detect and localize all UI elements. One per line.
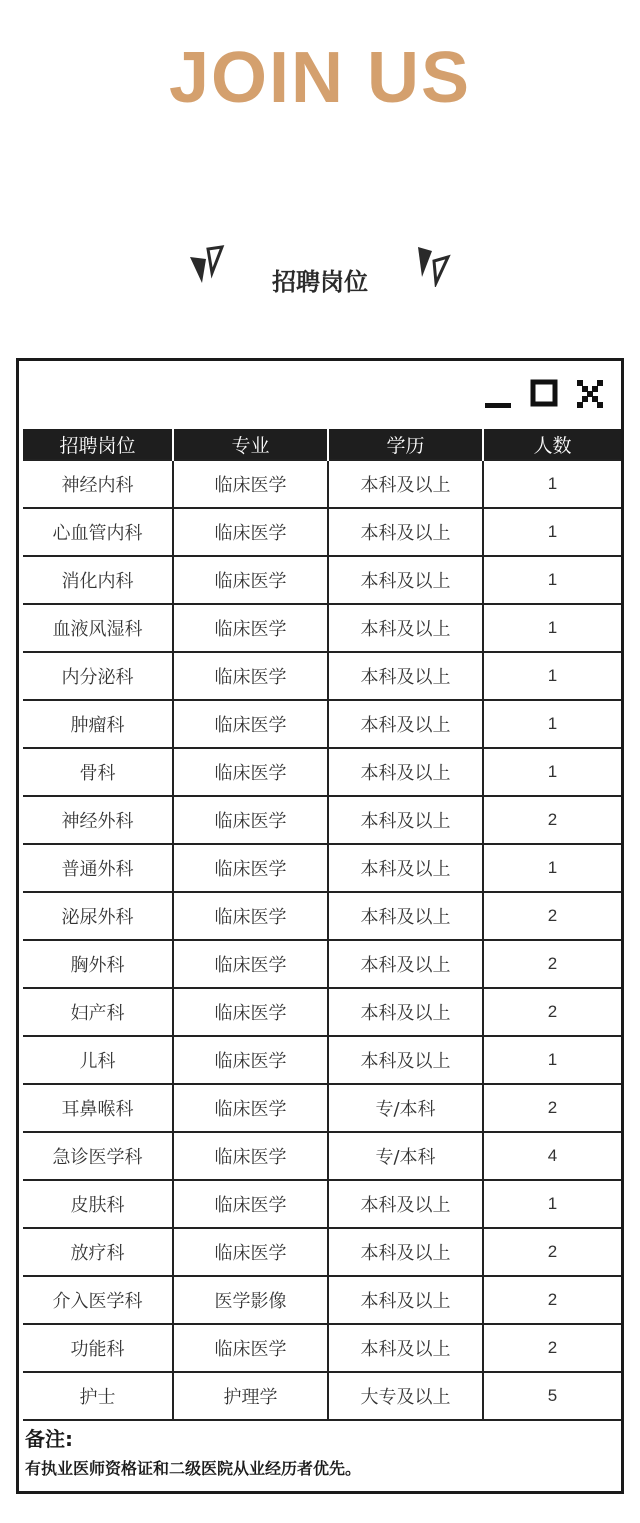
table-header-row: [23, 429, 621, 460]
cell-count: 2: [483, 1276, 621, 1324]
cell-education: 本科及以上: [328, 556, 483, 604]
recruitment-table: [23, 429, 621, 1421]
cell-count: 2: [483, 796, 621, 844]
cell-count: 1: [483, 652, 621, 700]
table-row: [23, 1084, 621, 1132]
cell-position: 胸外科: [23, 940, 173, 988]
table-row: [23, 700, 621, 748]
note-label: 备注:: [25, 1427, 73, 1451]
header-count: 人数: [483, 429, 621, 460]
table-row: [23, 844, 621, 892]
cell-education: 本科及以上: [328, 604, 483, 652]
cell-major: 临床医学: [173, 700, 328, 748]
cell-position: 妇产科: [23, 988, 173, 1036]
cell-position: 儿科: [23, 1036, 173, 1084]
window-titlebar: [19, 361, 621, 429]
cell-position: 普通外科: [23, 844, 173, 892]
cell-count: 1: [483, 700, 621, 748]
table-row: [23, 652, 621, 700]
cell-position: 血液风湿科: [23, 604, 173, 652]
cell-major: 临床医学: [173, 892, 328, 940]
cell-count: 2: [483, 988, 621, 1036]
note-text: 有执业医师资格证和二级医院从业经历者优先。: [25, 1459, 362, 1478]
table-row: [23, 1228, 621, 1276]
cell-position: 神经外科: [23, 796, 173, 844]
cell-count: 2: [483, 1084, 621, 1132]
hero-title: JOIN US: [168, 38, 472, 118]
cell-count: 4: [483, 1132, 621, 1180]
cell-count: 2: [483, 940, 621, 988]
cell-education: 本科及以上: [328, 700, 483, 748]
table-row: [23, 1132, 621, 1180]
cell-education: 大专及以上: [328, 1372, 483, 1420]
cell-count: 1: [483, 508, 621, 556]
cell-education: 本科及以上: [328, 508, 483, 556]
cell-position: 泌尿外科: [23, 892, 173, 940]
cell-education: 本科及以上: [328, 652, 483, 700]
cell-major: 临床医学: [173, 1132, 328, 1180]
cell-position: 介入医学科: [23, 1276, 173, 1324]
table-row: [23, 748, 621, 796]
cell-position: 骨科: [23, 748, 173, 796]
cell-major: 临床医学: [173, 460, 328, 508]
table-row: [23, 508, 621, 556]
cell-major: 临床医学: [173, 1084, 328, 1132]
cell-count: 2: [483, 1324, 621, 1372]
cell-count: 1: [483, 460, 621, 508]
table-row: [23, 1036, 621, 1084]
cell-position: 神经内科: [23, 460, 173, 508]
cell-major: 临床医学: [173, 844, 328, 892]
cell-position: 心血管内科: [23, 508, 173, 556]
table-row: [23, 604, 621, 652]
cell-count: 1: [483, 604, 621, 652]
table-row: [23, 940, 621, 988]
cell-major: 临床医学: [173, 556, 328, 604]
table-row: [23, 556, 621, 604]
table-row: [23, 1180, 621, 1228]
cell-position: 功能科: [23, 1324, 173, 1372]
cell-major: 临床医学: [173, 604, 328, 652]
cell-education: 本科及以上: [328, 892, 483, 940]
cell-education: 专/本科: [328, 1084, 483, 1132]
cell-count: 2: [483, 1228, 621, 1276]
cell-major: 临床医学: [173, 796, 328, 844]
cell-education: 本科及以上: [328, 940, 483, 988]
header-education: 学历: [328, 429, 483, 460]
cell-position: 皮肤科: [23, 1180, 173, 1228]
cell-major: 临床医学: [173, 940, 328, 988]
cell-position: 耳鼻喉科: [23, 1084, 173, 1132]
cell-education: 本科及以上: [328, 1324, 483, 1372]
cell-major: 临床医学: [173, 988, 328, 1036]
cell-education: 本科及以上: [328, 1228, 483, 1276]
cell-major: 临床医学: [173, 652, 328, 700]
cell-major: 临床医学: [173, 748, 328, 796]
cell-major: 临床医学: [173, 508, 328, 556]
cell-major: 临床医学: [173, 1036, 328, 1084]
cell-education: 本科及以上: [328, 1276, 483, 1324]
cell-major: 护理学: [173, 1372, 328, 1420]
cell-education: 本科及以上: [328, 1180, 483, 1228]
table-row: [23, 988, 621, 1036]
cell-position: 内分泌科: [23, 652, 173, 700]
table-row: [23, 892, 621, 940]
cell-position: 护士: [23, 1372, 173, 1420]
job-window: [16, 358, 624, 1494]
cell-position: 肿瘤科: [23, 700, 173, 748]
cell-education: 本科及以上: [328, 844, 483, 892]
cell-count: 1: [483, 556, 621, 604]
cell-education: 专/本科: [328, 1132, 483, 1180]
cell-major: 医学影像: [173, 1276, 328, 1324]
header-major: 专业: [173, 429, 328, 460]
close-icon[interactable]: [575, 377, 605, 411]
cell-major: 临床医学: [173, 1228, 328, 1276]
cell-major: 临床医学: [173, 1324, 328, 1372]
header-position: 招聘岗位: [23, 429, 173, 460]
brush-stroke-right-icon: [412, 243, 452, 287]
cell-position: 消化内科: [23, 556, 173, 604]
cell-education: 本科及以上: [328, 460, 483, 508]
cell-count: 1: [483, 844, 621, 892]
table-row: [23, 1324, 621, 1372]
table-row: [23, 796, 621, 844]
cell-position: 放疗科: [23, 1228, 173, 1276]
table-row: [23, 460, 621, 508]
table-row: [23, 1276, 621, 1324]
cell-count: 5: [483, 1372, 621, 1420]
cell-position: 急诊医学科: [23, 1132, 173, 1180]
cell-count: 1: [483, 748, 621, 796]
cell-count: 2: [483, 892, 621, 940]
cell-count: 1: [483, 1036, 621, 1084]
table-row: [23, 1372, 621, 1420]
cell-count: 1: [483, 1180, 621, 1228]
cell-major: 临床医学: [173, 1180, 328, 1228]
section-heading: 招聘岗位: [272, 268, 368, 296]
cell-education: 本科及以上: [328, 796, 483, 844]
cell-education: 本科及以上: [328, 988, 483, 1036]
minimize-icon[interactable]: [483, 377, 513, 411]
table-body: [23, 460, 621, 1420]
cell-education: 本科及以上: [328, 748, 483, 796]
maximize-icon[interactable]: [529, 377, 559, 411]
cell-education: 本科及以上: [328, 1036, 483, 1084]
